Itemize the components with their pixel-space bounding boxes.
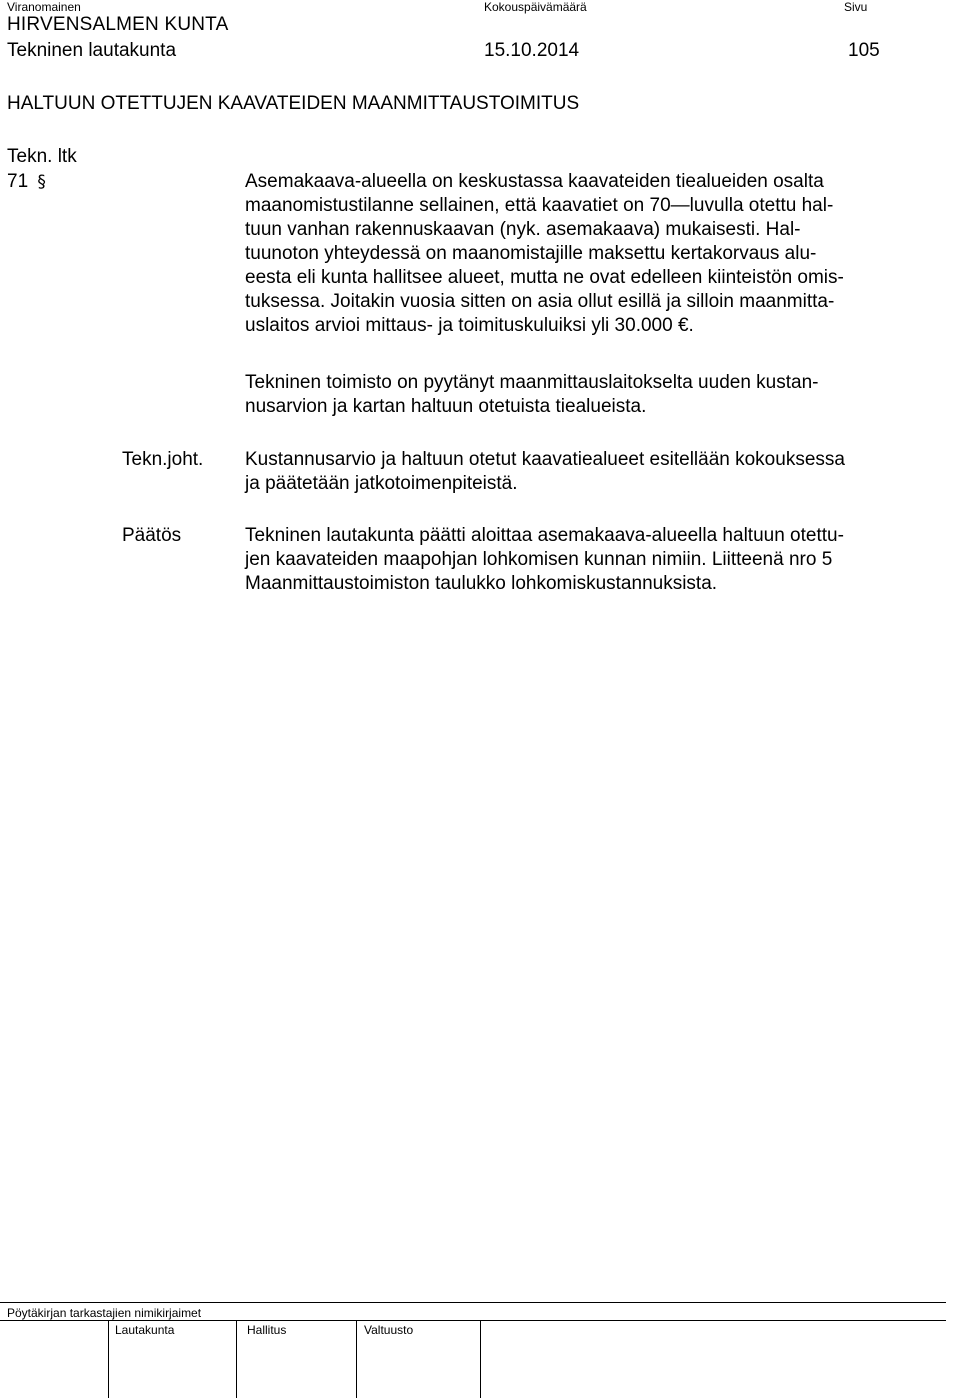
organization-name: HIRVENSALMEN KUNTA [7,14,229,35]
paragraph-proposal [245,448,945,496]
footer-divider [0,1320,946,1321]
paragraph-line: tuksessa. Joitakin vuosia sitten on asia ollut esillä ja silloin maanmitta- [245,291,835,312]
paragraph-line: maanomistustilanne sellainen, että kaavatiet on 70—luvulla otettu hal- [245,195,834,216]
paragraph-line: nusarvion ja kartan haltuun otetuista tiealueista. [245,396,647,417]
paragraph-decision [245,524,945,596]
paragraph-line: eesta eli kunta hallitsee alueet, mutta ne ovat edelleen kiinteistön omis- [245,267,844,288]
paragraph-line: tuun vanhan rakennuskaavan (nyk. asemakaava) mukaisesti. Hal- [245,219,801,240]
paragraph-line: jen kaavateiden maapohjan lohkomisen kunnan nimiin. Liitteenä nro 5 [245,549,833,570]
paragraph-line: Kustannusarvio ja haltuun otetut kaavatiealueet esitellään kokouksessa [245,449,845,470]
signature-column-divider [356,1320,357,1398]
section-ref: Tekn. ltk [7,146,77,167]
meeting-date: 15.10.2014 [484,40,580,61]
proposal-label: Tekn.joht. [122,449,204,470]
paragraph-line: Maanmittaustoimiston taulukko lohkomiskustannuksista. [245,573,718,594]
page-title: HALTUUN OTETTUJEN KAAVATEIDEN MAANMITTAUSTOIMITUS [7,93,580,114]
footer-divider [0,1302,946,1303]
section-mark-icon: § [37,172,46,192]
signature-column-divider [236,1320,237,1398]
header-label-body: Viranomainen [7,0,81,14]
signatures-label: Pöytäkirjan tarkastajien nimikirjaimet [7,1306,202,1320]
signature-column-divider [480,1320,481,1398]
signature-column-council: Valtuusto [364,1323,414,1337]
header-label-page: Sivu [844,0,868,14]
paragraph-line: ja päätetään jatkotoimenpiteistä. [245,473,518,494]
meeting-body: Tekninen lautakunta [7,40,177,61]
signature-column-government: Hallitus [247,1323,287,1337]
paragraph-line: tuunoton yhteydessä on maanomistajille maksettu kertakorvaus alu- [245,243,817,264]
decision-label: Päätös [122,525,182,546]
paragraph-line: uslaitos arvioi mittaus- ja toimituskuluiksi yli 30.000 €. [245,315,694,336]
paragraph-background [245,170,945,338]
paragraph-office-request [245,371,945,419]
paragraph-line: Tekninen lautakunta päätti aloittaa asemakaava-alueella haltuun otettu- [245,525,844,546]
signature-column-divider [108,1320,109,1398]
paragraph-line: Asemakaava-alueella on keskustassa kaavateiden tiealueiden osalta [245,171,824,192]
page-number: 105 [848,40,880,61]
signature-column-board: Lautakunta [115,1323,175,1337]
section-number-value: 71 [7,171,29,192]
header-label-date: Kokouspäivämäärä [484,0,587,14]
section-number [7,170,46,194]
paragraph-line: Tekninen toimisto on pyytänyt maanmittauslaitokselta uuden kustan- [245,372,819,393]
